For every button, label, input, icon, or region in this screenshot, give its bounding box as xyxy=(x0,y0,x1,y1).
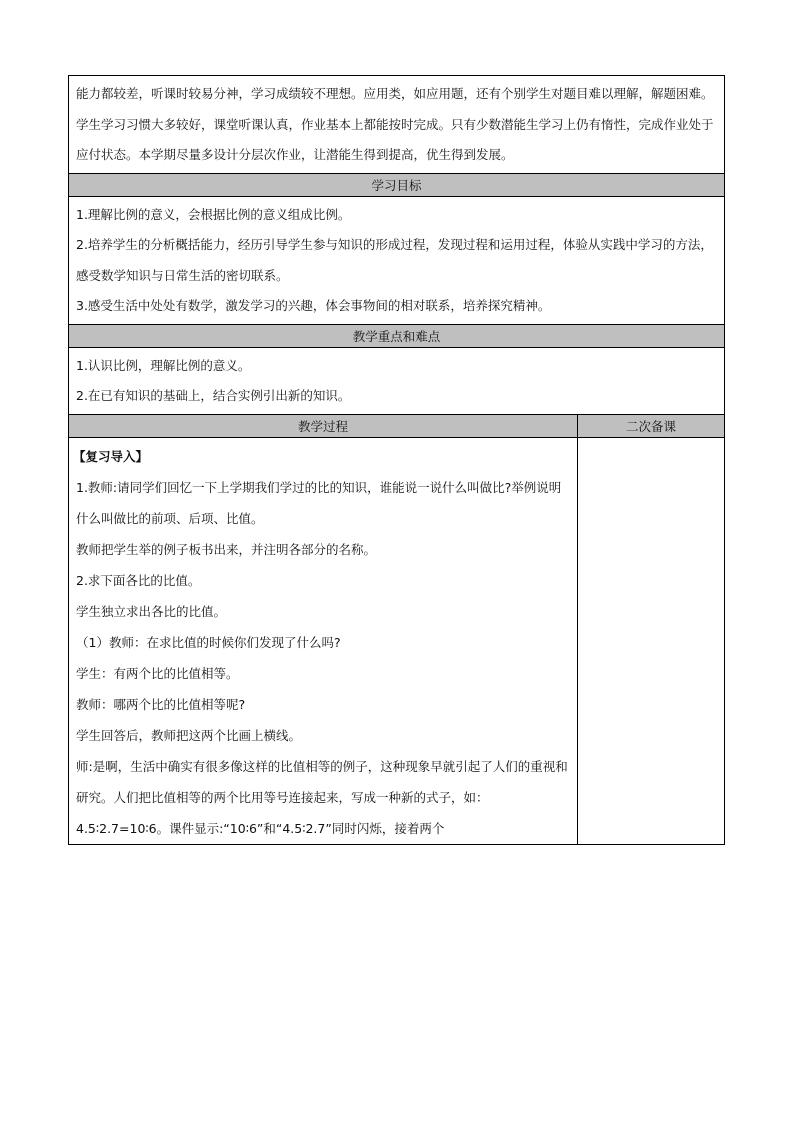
process-line: 教师把学生举的例子板书出来，并注明各部分的名称。 xyxy=(76,541,377,557)
process-line: 学生回答后，教师把这两个比画上横线。 xyxy=(76,727,302,743)
keypoint-item: 2.在已有知识的基础上，结合实例引出新的知识。 xyxy=(76,388,351,403)
intro-cell xyxy=(69,76,724,174)
process-line: 师:是啊，生活中确实有很多像这样的比值相等的例子，这种现象早就引起了人们的重视和研究。人们把比值相等的两个比用等号连接起来，写成一种新的式子，如：4.5∶2.7=10∶6。课件显示:“10∶6”和“4.5∶2.7”同时闪烁，接着两个 xyxy=(76,758,568,836)
lesson-plan-table xyxy=(68,75,725,845)
process-header-row xyxy=(69,415,724,438)
intro-paragraph: 能力都较差，听课时较易分神，学习成绩较不理想。应用类，如应用题，还有个别学生对题目难以理解，解题困难。学生学习习惯大多较好，课堂听课认真，作业基本上都能按时完成。只有少数潜能生学习上仍有惰性，完成作业处于应付状态。本学期尽量多设计分层次作业，让潜能生得到提高，优生得到发展。 xyxy=(76,86,714,162)
second-prep-cell xyxy=(578,438,724,844)
second-prep-header: 二次备课 xyxy=(625,418,676,434)
section-heading: 【复习导入】 xyxy=(73,448,149,464)
process-line: 教师：哪两个比的比值相等呢? xyxy=(76,696,246,712)
keypoints-header: 教学重点和难点 xyxy=(69,325,724,348)
objective-item: 1.理解比例的意义，会根据比例的意义组成比例。 xyxy=(76,206,351,222)
objectives-cell xyxy=(69,197,724,325)
process-header: 教学过程 xyxy=(69,415,578,437)
objective-item: 3.感受生活中处处有数学，激发学习的兴趣，体会事物间的相对联系，培养探究精神。 xyxy=(76,298,551,313)
process-line: （1）教师：在求比值的时候你们发现了什么吗? xyxy=(76,634,341,650)
process-row xyxy=(69,438,724,844)
keypoints-cell xyxy=(69,348,724,415)
process-line: 1.教师:请同学们回忆一下上学期我们学过的比的知识，谁能说一说什么叫做比?举例说明什么叫做比的前项、后项、比值。 xyxy=(76,479,562,526)
process-line: 2.求下面各比的比值。 xyxy=(76,572,201,588)
process-line: 学生独立求出各比的比值。 xyxy=(76,603,227,619)
process-cell xyxy=(69,438,578,844)
objective-item: 2.培养学生的分析概括能力，经历引导学生参与知识的形成过程，发现过程和运用过程，体验从实践中学习的方法，感受数学知识与日常生活的密切联系。 xyxy=(76,237,713,283)
process-line: 学生：有两个比的比值相等。 xyxy=(76,665,239,681)
objectives-header: 学习目标 xyxy=(69,174,724,197)
keypoint-item: 1.认识比例，理解比例的意义。 xyxy=(76,357,251,373)
